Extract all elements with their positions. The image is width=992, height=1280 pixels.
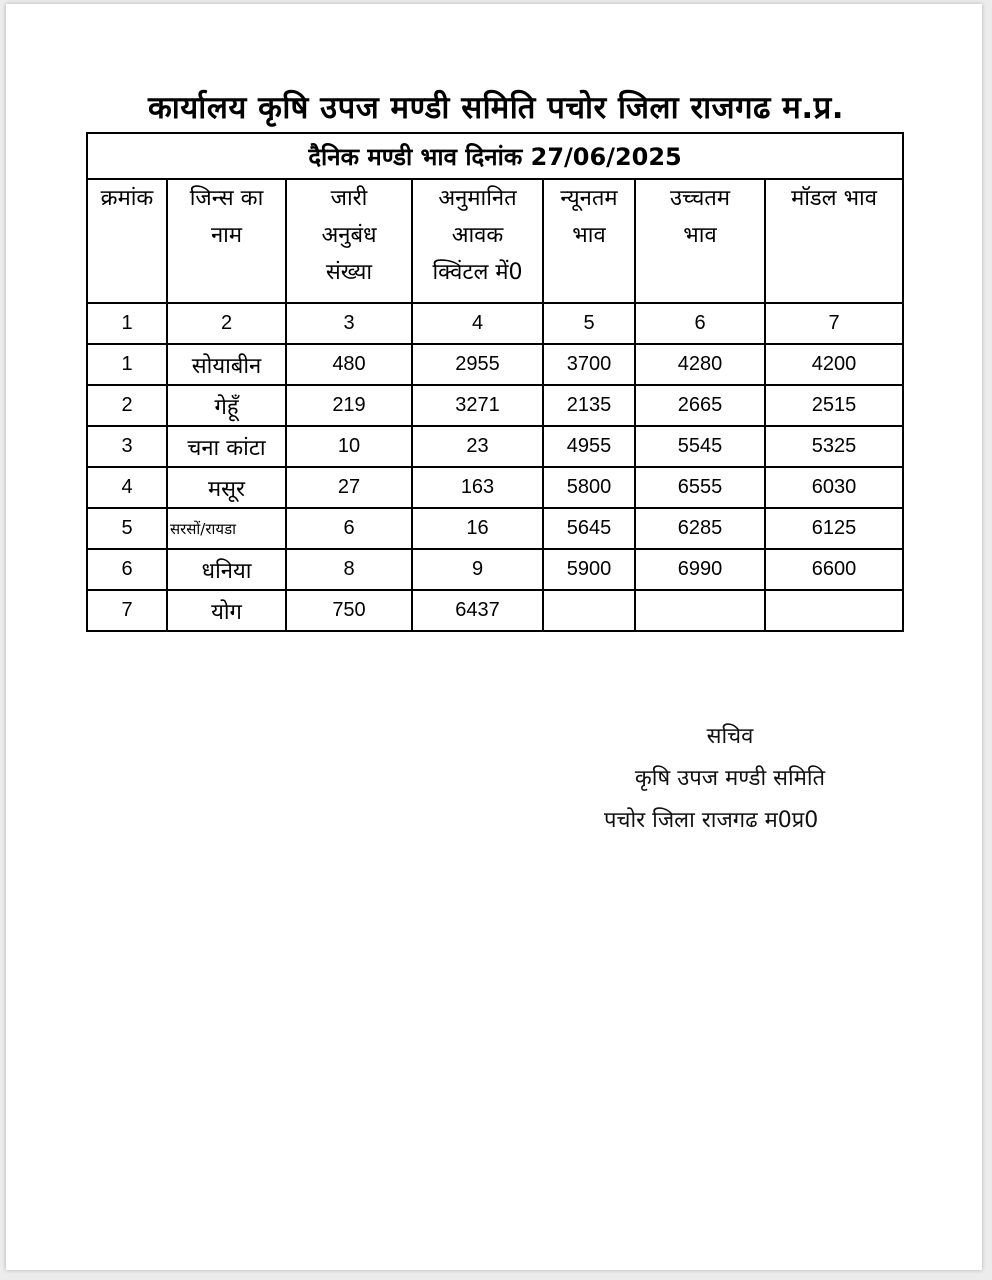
column-number-row (87, 303, 903, 344)
header-line: क्विंटल में0 (432, 260, 523, 285)
mandi-rate-table (86, 132, 904, 632)
empty-cell (543, 590, 635, 631)
serial-cell: 3 (87, 426, 167, 467)
total-contracts: 750 (286, 590, 412, 631)
total-arrival: 6437 (412, 590, 543, 631)
max-price-cell: 4280 (635, 344, 765, 385)
arrival-cell: 9 (412, 549, 543, 590)
modal-price-cell: 6600 (765, 549, 903, 590)
total-row (87, 590, 903, 631)
header-line: भाव (572, 223, 606, 248)
modal-price-cell: 6030 (765, 467, 903, 508)
table-row (87, 467, 903, 508)
max-price-cell: 6990 (635, 549, 765, 590)
header-line: क्रमांक (100, 186, 154, 211)
serial-cell: 6 (87, 549, 167, 590)
header-line: मॉडल भाव (791, 186, 877, 211)
serial-cell: 2 (87, 385, 167, 426)
total-label: योग (167, 590, 286, 631)
contracts-cell: 219 (286, 385, 412, 426)
min-price-cell: 3700 (543, 344, 635, 385)
contracts-cell: 6 (286, 508, 412, 549)
max-price-cell: 5545 (635, 426, 765, 467)
header-line: भाव (683, 223, 717, 248)
column-number: 2 (167, 303, 286, 344)
table-caption: दैनिक मण्डी भाव दिनांक 27/06/2025 (87, 133, 903, 179)
header-line: जारी (330, 186, 368, 211)
serial-cell: 4 (87, 467, 167, 508)
modal-price-cell: 5325 (765, 426, 903, 467)
signature-office: कृषि उपज मण्डी समिति (634, 766, 826, 791)
table-row (87, 549, 903, 590)
header-arrival (412, 179, 543, 303)
arrival-cell: 163 (412, 467, 543, 508)
header-modal-price (765, 179, 903, 303)
arrival-cell: 3271 (412, 385, 543, 426)
table-row (87, 426, 903, 467)
header-line: अनुबंध (321, 223, 377, 248)
header-line: उच्चतम (669, 186, 731, 211)
arrival-cell: 16 (412, 508, 543, 549)
arrival-cell: 2955 (412, 344, 543, 385)
header-line: नाम (210, 223, 243, 248)
max-price-cell: 6285 (635, 508, 765, 549)
serial-cell: 1 (87, 344, 167, 385)
header-line: न्यूनतम (560, 186, 618, 211)
column-number: 5 (543, 303, 635, 344)
header-line: अनुमानित (438, 186, 517, 211)
header-line: आवक (451, 223, 504, 248)
modal-price-cell: 2515 (765, 385, 903, 426)
commodity-cell: सोयाबीन (167, 344, 286, 385)
commodity-cell: गेहूँ (167, 385, 286, 426)
serial-cell: 5 (87, 508, 167, 549)
modal-price-cell: 6125 (765, 508, 903, 549)
min-price-cell: 2135 (543, 385, 635, 426)
signature-designation: सचिव (706, 724, 754, 749)
contracts-cell: 480 (286, 344, 412, 385)
min-price-cell: 5645 (543, 508, 635, 549)
empty-cell (765, 590, 903, 631)
column-number: 1 (87, 303, 167, 344)
column-number: 7 (765, 303, 903, 344)
column-number: 6 (635, 303, 765, 344)
commodity-cell: सरसों/रायडा (167, 508, 286, 549)
header-min-price (543, 179, 635, 303)
commodity-cell: धनिया (167, 549, 286, 590)
header-commodity (167, 179, 286, 303)
header-line: जिन्स का (189, 186, 264, 211)
table-row (87, 508, 903, 549)
min-price-cell: 5800 (543, 467, 635, 508)
contracts-cell: 8 (286, 549, 412, 590)
header-line: संख्या (325, 260, 373, 285)
max-price-cell: 2665 (635, 385, 765, 426)
table-row (87, 344, 903, 385)
signature-block (560, 716, 900, 842)
modal-price-cell: 4200 (765, 344, 903, 385)
column-number: 4 (412, 303, 543, 344)
contracts-cell: 10 (286, 426, 412, 467)
signature-location: पचोर जिला राजगढ म0प्र0 (604, 808, 819, 833)
max-price-cell: 6555 (635, 467, 765, 508)
contracts-cell: 27 (286, 467, 412, 508)
header-contracts (286, 179, 412, 303)
column-number: 3 (286, 303, 412, 344)
header-serial (87, 179, 167, 303)
commodity-cell: चना कांटा (167, 426, 286, 467)
arrival-cell: 23 (412, 426, 543, 467)
serial-cell: 7 (87, 590, 167, 631)
office-title: कार्यालय कृषि उपज मण्डी समिति पचोर जिला राजगढ म.प्र. (147, 90, 845, 126)
commodity-cell: मसूर (167, 467, 286, 508)
table-row (87, 385, 903, 426)
min-price-cell: 4955 (543, 426, 635, 467)
header-max-price (635, 179, 765, 303)
min-price-cell: 5900 (543, 549, 635, 590)
empty-cell (635, 590, 765, 631)
